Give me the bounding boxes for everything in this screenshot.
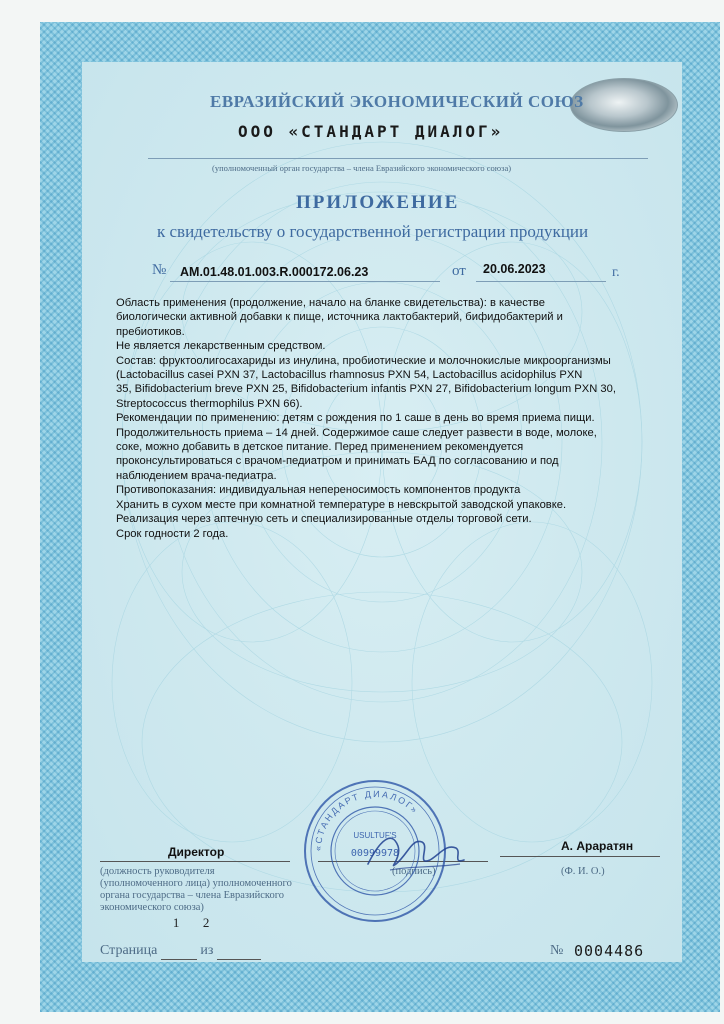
serial-number: 0004486 bbox=[574, 942, 645, 960]
seal-outer-text: «СТАНДАРТ ДИАЛОГ» bbox=[312, 788, 421, 852]
name-line bbox=[500, 856, 660, 857]
body-line: Рекомендации по применению: детям с рождения по 1 саше в день во время приема пищи. bbox=[116, 412, 595, 425]
body-line: Хранить в сухом месте при комнатной температуре в невскрытой заводской упаковке. bbox=[116, 498, 567, 511]
appendix-title: ПРИЛОЖЕНИЕ bbox=[296, 192, 460, 213]
position-note bbox=[100, 866, 292, 914]
page-number: 1 bbox=[172, 915, 180, 930]
body-line: Продолжительность приема – 14 дней. Содержимое саше следует развести в воде, молоке, bbox=[116, 426, 597, 439]
position-note-line: (должность руководителя bbox=[100, 866, 215, 877]
body-line: Область применения (продолжение, начало на бланке свидетельства): в качестве bbox=[116, 297, 545, 309]
position-note-line: (уполномоченного лица) уполномоченного bbox=[100, 878, 292, 889]
position-line bbox=[100, 861, 290, 862]
page-counter bbox=[100, 915, 261, 960]
body-line: Состав: фруктоолигосахариды из инулина, пробиотические и молочнокислые микроорганизмы bbox=[116, 354, 611, 367]
header-divider bbox=[148, 158, 648, 159]
body-line: (Lactobacillus casei PXN 37, Lactobacillus rhamnosus PXN 54, Lactobacillus acidophilus PXN bbox=[116, 369, 583, 382]
director-position: Директор bbox=[168, 845, 225, 859]
registration-number-underline bbox=[170, 281, 440, 282]
body-line: пребиотиков. bbox=[116, 325, 185, 338]
hologram-sticker bbox=[570, 78, 678, 132]
union-title: ЕВРАЗИЙСКИЙ ЭКОНОМИЧЕСКИЙ СОЮЗ bbox=[210, 92, 584, 111]
body-line: 35, Bifidobacterium breve PXN 25, Bifidobacterium infantis PXN 27, Bifidobacterium longum PXN 30, bbox=[116, 383, 616, 396]
position-note-line: органа государства – члена Евразийского bbox=[100, 890, 285, 901]
certificate-body bbox=[116, 296, 676, 541]
position-note-line: экономического союза) bbox=[100, 902, 204, 913]
organization-name: ООО «СТАНДАРТ ДИАЛОГ» bbox=[238, 122, 504, 141]
seal-center-text: USULTUF'S bbox=[353, 831, 397, 840]
page-total: 2 bbox=[202, 915, 210, 930]
appendix-subtitle: к свидетельству о государственной регистрации продукции bbox=[157, 222, 589, 241]
body-line: биологически активной добавки к пище, источника лактобактерий, бифидобактерий и bbox=[116, 311, 563, 324]
authority-note: (уполномоченный орган государства – члена Евразийского экономического союза) bbox=[212, 163, 512, 173]
body-line: соке, можно добавить в детское питание. Перед применением рекомендуется bbox=[116, 441, 524, 454]
of-label: из bbox=[200, 943, 214, 958]
date-underline bbox=[476, 281, 606, 282]
signature-note: (подпись) bbox=[392, 866, 436, 877]
body-line: Реализация через аптечную сеть и специализированные отделы торговой сети. bbox=[116, 513, 532, 526]
seal-center-number: 00999978 bbox=[350, 848, 400, 859]
body-line: Streptococcus thermophilus PXN 66). bbox=[116, 397, 303, 410]
name-note: (Ф. И. О.) bbox=[561, 866, 605, 877]
date-label: от bbox=[452, 263, 466, 279]
page-number-slot bbox=[161, 915, 197, 960]
body-line: Не является лекарственным средством. bbox=[116, 340, 326, 353]
handwritten-signature bbox=[360, 820, 470, 880]
registration-date: 20.06.2023 bbox=[483, 262, 546, 276]
registration-number-label: № bbox=[152, 262, 167, 278]
body-line: Противопоказания: индивидуальная непереносимость компонентов продукта bbox=[116, 484, 521, 497]
page-label: Страница bbox=[100, 943, 158, 958]
registration-number: AM.01.48.01.003.R.000172.06.23 bbox=[180, 265, 369, 279]
body-line: наблюдением врача-педиатра. bbox=[116, 469, 277, 482]
body-line: Срок годности 2 года. bbox=[116, 527, 229, 540]
body-line: проконсультироваться с врачом-педиатром и принимать БАД по согласованию и под bbox=[116, 455, 559, 468]
serial-number-label: № bbox=[550, 943, 564, 958]
year-suffix: г. bbox=[612, 265, 620, 280]
director-name: А. Араратян bbox=[561, 839, 634, 853]
